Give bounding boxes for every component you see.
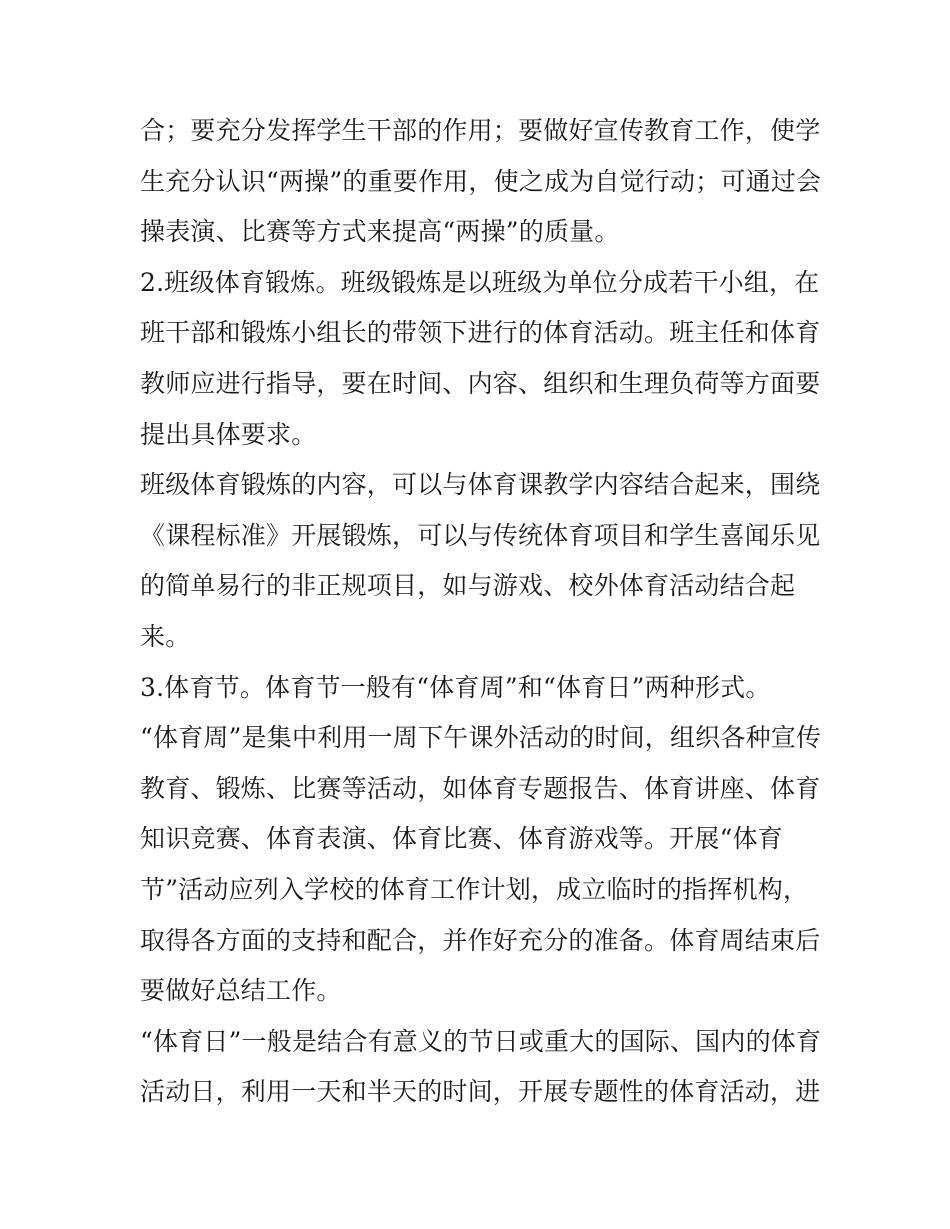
text-line: 取得各方面的支持和配合，并作好充分的准备。体育周结束后 [140,925,821,955]
text-line: 班干部和锻炼小组长的带领下进行的体育活动。班主任和体育 [140,318,821,348]
text-line: 操表演、比赛等方式来提高“两操”的质量。 [140,217,620,247]
text-line: 活动日，利用一天和半天的时间，开展专题性的体育活动，进 [140,1077,821,1107]
text-line: 2.班级体育锻炼。班级锻炼是以班级为单位分成若干小组，在 [140,267,820,297]
text-line: 班级体育锻炼的内容，可以与体育课教学内容结合起来，围绕 [140,470,821,500]
text-line: 提出具体要求。 [140,419,317,449]
text-line: 《课程标准》开展锻炼，可以与传统体育项目和学生喜闻乐见 [140,520,821,550]
text-line: 的简单易行的非正规项目，如与游戏、校外体育活动结合起 [140,571,796,601]
text-line: 教师应进行指导，要在时间、内容、组织和生理负荷等方面要 [140,368,821,398]
text-line: “体育日”一般是结合有意义的节日或重大的国际、国内的体育 [140,1026,822,1056]
text-line: 来。 [140,621,191,651]
text-line: 生充分认识“两操”的重要作用，使之成为自觉行动；可通过会 [140,166,822,196]
text-line: 知识竞赛、体育表演、体育比赛、体育游戏等。开展“体育 [140,824,783,854]
text-line: 要做好总结工作。 [140,976,342,1006]
body-text [140,106,820,1118]
text-line: 3.体育节。体育节一般有“体育周”和“体育日”两种形式。 [140,672,771,702]
text-line: 合；要充分发挥学生干部的作用；要做好宣传教育工作，使学 [140,116,821,145]
text-line: 教育、锻炼、比赛等活动，如体育专题报告、体育讲座、体育 [140,773,821,803]
text-line: 节”活动应列入学校的体育工作计划，成立临时的指挥机构， [140,874,809,904]
text-line: “体育周”是集中利用一周下午课外活动的时间，组织各种宣传 [140,723,822,753]
